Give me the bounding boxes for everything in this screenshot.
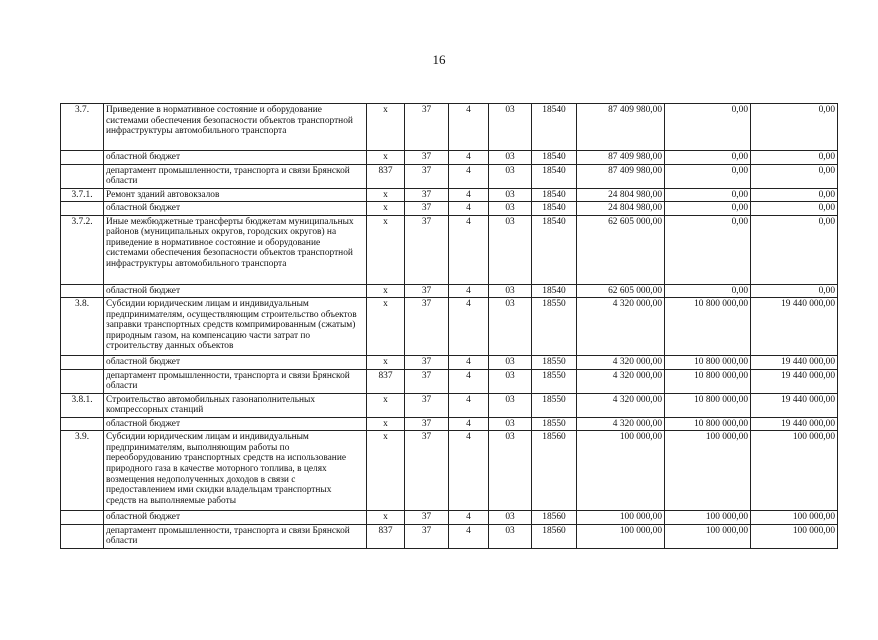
amount-year2-cell: 100 000,00 [665,431,751,511]
amount-year3-cell: 0,00 [751,104,838,151]
row-number-cell [61,356,104,370]
amount-year2-cell: 10 800 000,00 [665,417,751,431]
program-code-cell: 37 [405,369,449,393]
table-row [61,511,838,525]
admin-code-cell: x [367,188,405,202]
admin-code-cell: 837 [367,524,405,548]
amount-year2-cell: 0,00 [665,188,751,202]
amount-year2-cell: 0,00 [665,151,751,165]
amount-year1-cell: 4 320 000,00 [577,393,665,417]
activity-code-cell: 03 [489,104,532,151]
description-cell: областной бюджет [104,356,367,370]
amount-year1-cell: 87 409 980,00 [577,164,665,188]
row-number-cell [61,164,104,188]
activity-code-cell: 03 [489,356,532,370]
amount-year1-cell: 4 320 000,00 [577,369,665,393]
amount-year3-cell: 0,00 [751,202,838,216]
amount-year1-cell: 100 000,00 [577,524,665,548]
direction-code-cell: 18540 [532,164,577,188]
program-code-cell: 37 [405,417,449,431]
direction-code-cell: 18550 [532,417,577,431]
subprogram-code-cell: 4 [449,356,489,370]
amount-year3-cell: 100 000,00 [751,431,838,511]
amount-year2-cell: 10 800 000,00 [665,298,751,356]
subprogram-code-cell: 4 [449,298,489,356]
direction-code-cell: 18550 [532,369,577,393]
description-cell: областной бюджет [104,151,367,165]
description-cell: департамент промышленности, транспорта и связи Брянской области [104,164,367,188]
amount-year3-cell: 0,00 [751,215,838,284]
table-row [61,202,838,216]
row-number-cell: 3.9. [61,431,104,511]
amount-year3-cell: 19 440 000,00 [751,356,838,370]
program-code-cell: 37 [405,298,449,356]
program-code-cell: 37 [405,104,449,151]
budget-table [60,103,838,549]
subprogram-code-cell: 4 [449,369,489,393]
amount-year3-cell: 19 440 000,00 [751,298,838,356]
program-code-cell: 37 [405,524,449,548]
amount-year1-cell: 4 320 000,00 [577,356,665,370]
admin-code-cell: x [367,511,405,525]
amount-year2-cell: 100 000,00 [665,511,751,525]
amount-year2-cell: 0,00 [665,202,751,216]
description-cell: Строительство автомобильных газонаполнительных компрессорных станций [104,393,367,417]
table-row [61,369,838,393]
amount-year1-cell: 87 409 980,00 [577,151,665,165]
amount-year2-cell: 10 800 000,00 [665,369,751,393]
table-row [61,431,838,511]
admin-code-cell: 837 [367,369,405,393]
direction-code-cell: 18560 [532,431,577,511]
program-code-cell: 37 [405,188,449,202]
description-cell: областной бюджет [104,202,367,216]
program-code-cell: 37 [405,215,449,284]
table-row [61,215,838,284]
activity-code-cell: 03 [489,215,532,284]
amount-year2-cell: 0,00 [665,215,751,284]
row-number-cell [61,202,104,216]
amount-year3-cell: 100 000,00 [751,511,838,525]
amount-year1-cell: 100 000,00 [577,431,665,511]
direction-code-cell: 18540 [532,188,577,202]
subprogram-code-cell: 4 [449,164,489,188]
admin-code-cell: x [367,298,405,356]
row-number-cell: 3.7.2. [61,215,104,284]
row-number-cell: 3.7.1. [61,188,104,202]
table-row [61,298,838,356]
description-cell: Иные межбюджетные трансферты бюджетам муниципальных районов (муниципальных округов, городских округов) на приведение в нормативное состояние и оборудование системами обеспечения безопасности объектов транспортной инфраструктуры автомобильного транспорта [104,215,367,284]
description-cell: областной бюджет [104,417,367,431]
subprogram-code-cell: 4 [449,284,489,298]
program-code-cell: 37 [405,356,449,370]
admin-code-cell: x [367,431,405,511]
activity-code-cell: 03 [489,151,532,165]
subprogram-code-cell: 4 [449,511,489,525]
amount-year3-cell: 19 440 000,00 [751,369,838,393]
amount-year2-cell: 100 000,00 [665,524,751,548]
table-row [61,417,838,431]
program-code-cell: 37 [405,164,449,188]
subprogram-code-cell: 4 [449,417,489,431]
admin-code-cell: x [367,284,405,298]
activity-code-cell: 03 [489,369,532,393]
table-row [61,284,838,298]
amount-year3-cell: 0,00 [751,164,838,188]
subprogram-code-cell: 4 [449,202,489,216]
admin-code-cell: x [367,151,405,165]
amount-year2-cell: 10 800 000,00 [665,393,751,417]
direction-code-cell: 18540 [532,104,577,151]
activity-code-cell: 03 [489,202,532,216]
description-cell: Субсидии юридическим лицам и индивидуальным предпринимателям, выполняющим работы по переоборудованию транспортных средств на использование природного газа в качестве моторного топлива, в целях возмещения недополученных доходов в связи с предоставлением ими скидки владельцам транспортных средств на выполняемые работы [104,431,367,511]
amount-year1-cell: 4 320 000,00 [577,417,665,431]
amount-year3-cell: 0,00 [751,188,838,202]
amount-year1-cell: 24 804 980,00 [577,188,665,202]
row-number-cell: 3.8.1. [61,393,104,417]
amount-year1-cell: 62 605 000,00 [577,215,665,284]
admin-code-cell: x [367,202,405,216]
description-cell: Ремонт зданий автовокзалов [104,188,367,202]
direction-code-cell: 18540 [532,215,577,284]
program-code-cell: 37 [405,151,449,165]
page-number: 16 [432,52,446,67]
program-code-cell: 37 [405,431,449,511]
row-number-cell [61,524,104,548]
amount-year3-cell: 100 000,00 [751,524,838,548]
amount-year1-cell: 24 804 980,00 [577,202,665,216]
direction-code-cell: 18540 [532,202,577,216]
direction-code-cell: 18540 [532,284,577,298]
description-cell: Субсидии юридическим лицам и индивидуальным предпринимателям, осуществляющим строительство объектов заправки транспортных средств компримированным (сжатым) природным газом, на компенсацию части затрат по строительству данных объектов [104,298,367,356]
activity-code-cell: 03 [489,164,532,188]
amount-year2-cell: 0,00 [665,164,751,188]
admin-code-cell: x [367,393,405,417]
description-cell: департамент промышленности, транспорта и связи Брянской области [104,369,367,393]
program-code-cell: 37 [405,393,449,417]
admin-code-cell: x [367,417,405,431]
table-row [61,356,838,370]
admin-code-cell: 837 [367,164,405,188]
direction-code-cell: 18560 [532,524,577,548]
activity-code-cell: 03 [489,298,532,356]
amount-year1-cell: 100 000,00 [577,511,665,525]
table-row [61,164,838,188]
subprogram-code-cell: 4 [449,151,489,165]
activity-code-cell: 03 [489,417,532,431]
row-number-cell [61,369,104,393]
subprogram-code-cell: 4 [449,215,489,284]
row-number-cell [61,151,104,165]
amount-year1-cell: 62 605 000,00 [577,284,665,298]
amount-year1-cell: 87 409 980,00 [577,104,665,151]
table-row [61,104,838,151]
program-code-cell: 37 [405,511,449,525]
row-number-cell [61,284,104,298]
program-code-cell: 37 [405,284,449,298]
activity-code-cell: 03 [489,188,532,202]
direction-code-cell: 18560 [532,511,577,525]
table-row [61,393,838,417]
direction-code-cell: 18550 [532,356,577,370]
amount-year2-cell: 0,00 [665,284,751,298]
activity-code-cell: 03 [489,511,532,525]
subprogram-code-cell: 4 [449,188,489,202]
table-row [61,151,838,165]
subprogram-code-cell: 4 [449,393,489,417]
amount-year3-cell: 19 440 000,00 [751,393,838,417]
subprogram-code-cell: 4 [449,431,489,511]
description-cell: областной бюджет [104,511,367,525]
direction-code-cell: 18540 [532,151,577,165]
admin-code-cell: x [367,356,405,370]
row-number-cell [61,417,104,431]
direction-code-cell: 18550 [532,393,577,417]
subprogram-code-cell: 4 [449,524,489,548]
amount-year2-cell: 10 800 000,00 [665,356,751,370]
amount-year2-cell: 0,00 [665,104,751,151]
row-number-cell [61,511,104,525]
description-cell: Приведение в нормативное состояние и оборудование системами обеспечения безопасности объектов транспортной инфраструктуры автомобильного транспорта [104,104,367,151]
amount-year3-cell: 0,00 [751,151,838,165]
activity-code-cell: 03 [489,524,532,548]
table-body [61,104,838,549]
program-code-cell: 37 [405,202,449,216]
table-row [61,524,838,548]
row-number-cell: 3.7. [61,104,104,151]
amount-year3-cell: 19 440 000,00 [751,417,838,431]
admin-code-cell: x [367,215,405,284]
activity-code-cell: 03 [489,284,532,298]
admin-code-cell: x [367,104,405,151]
activity-code-cell: 03 [489,393,532,417]
description-cell: областной бюджет [104,284,367,298]
description-cell: департамент промышленности, транспорта и связи Брянской области [104,524,367,548]
row-number-cell: 3.8. [61,298,104,356]
direction-code-cell: 18550 [532,298,577,356]
amount-year1-cell: 4 320 000,00 [577,298,665,356]
amount-year3-cell: 0,00 [751,284,838,298]
subprogram-code-cell: 4 [449,104,489,151]
table-row [61,188,838,202]
activity-code-cell: 03 [489,431,532,511]
